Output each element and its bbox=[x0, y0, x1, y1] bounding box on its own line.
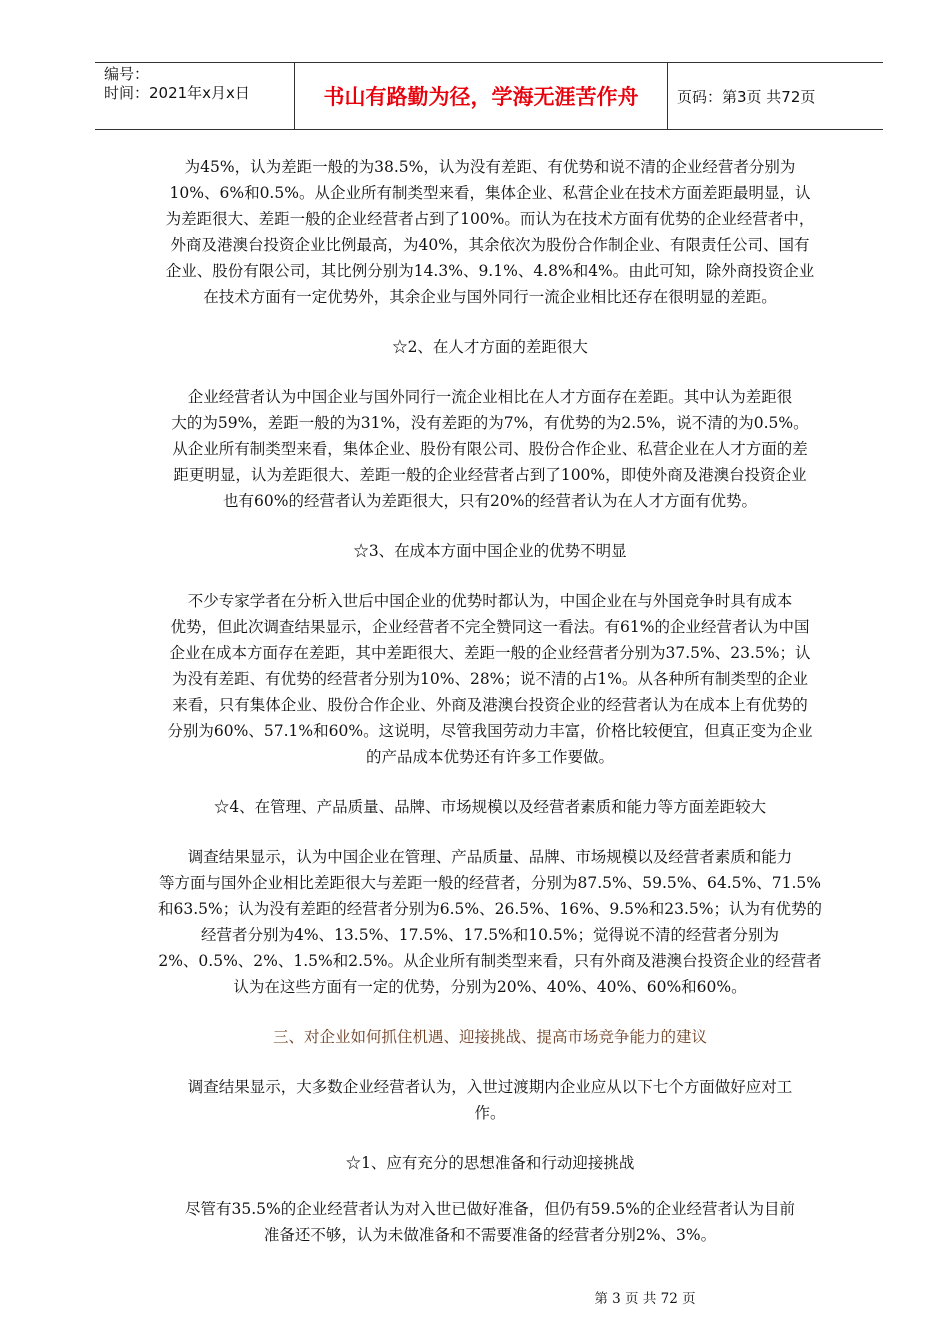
paragraph-talent-gap bbox=[140, 384, 840, 514]
text-line: 来看，只有集体企业、股份合作企业、外商及港澳台投资企业的经营者认为在成本上有优势的 bbox=[172, 696, 808, 714]
paragraph-preparation bbox=[140, 1196, 840, 1248]
text-line: 和63.5%；认为没有差距的经营者分别为6.5%、26.5%、16%、9.5%和23.5%；认为有优势的 bbox=[158, 900, 822, 918]
text-line: 分别为60%、57.1%和60%。这说明，尽管我国劳动力丰富，价格比较便宜，但真正变为企业 bbox=[167, 722, 813, 740]
text-line: 企业、股份有限公司，其比例分别为14.3%、9.1%、4.8%和4%。由此可知，除外商投资企业 bbox=[165, 262, 815, 280]
header-meta bbox=[95, 63, 295, 129]
text-line: 大的为59%，差距一般的为31%，没有差距的为7%，有优势的为2.5%，说不清的为0.5%。 bbox=[171, 414, 809, 432]
text-line: 企业经营者认为中国企业与国外同行一流企业相比在人才方面存在差距。其中认为差距很 bbox=[187, 388, 793, 406]
text-line: 尽管有35.5%的企业经营者认为对入世已做好准备，但仍有59.5%的企业经营者认为目前 bbox=[185, 1200, 795, 1218]
section-title-suggestions: 三、对企业如何抓住机遇、迎接挑战、提高市场竞争能力的建议 bbox=[272, 1028, 707, 1046]
header-page-info: 页码：第3页 共72页 bbox=[677, 87, 816, 106]
page-footer-number: 第 3 页 共 72 页 bbox=[594, 1291, 696, 1307]
text-line: 10%、6%和0.5%。从企业所有制类型来看，集体企业、私营企业在技术方面差距最明显，认 bbox=[169, 184, 811, 202]
text-line: 调查结果显示，大多数企业经营者认为，入世过渡期内企业应从以下七个方面做好应对工 bbox=[187, 1078, 793, 1096]
heading-management-gap: ☆4、在管理、产品质量、品牌、市场规模以及经营者素质和能力等方面差距较大 bbox=[213, 798, 767, 816]
text-line: 距更明显，认为差距很大、差距一般的企业经营者占到了100%，即使外商及港澳台投资企业 bbox=[173, 466, 807, 484]
text-line: 调查结果显示，认为中国企业在管理、产品质量、品牌、市场规模以及经营者素质和能力 bbox=[187, 848, 793, 866]
text-line: 也有60%的经营者认为差距很大，只有20%的经营者认为在人才方面有优势。 bbox=[223, 492, 757, 510]
paragraph-management-gap bbox=[140, 844, 840, 1000]
heading-cost-advantage: ☆3、在成本方面中国企业的优势不明显 bbox=[353, 542, 627, 560]
text-line: 的产品成本优势还有许多工作要做。 bbox=[365, 748, 614, 766]
text-line: 在技术方面有一定优势外，其余企业与国外同行一流企业相比还存在很明显的差距。 bbox=[203, 288, 777, 306]
paragraph-survey-result bbox=[140, 1074, 840, 1126]
text-line: 等方面与国外企业相比差距很大与差距一般的经营者，分别为87.5%、59.5%、64.5%、71.5% bbox=[159, 874, 821, 892]
paragraph-tech-gap bbox=[140, 154, 840, 310]
text-line: 优势，但此次调查结果显示，企业经营者不完全赞同这一看法。有61%的企业经营者认为中国 bbox=[170, 618, 810, 636]
text-line: 外商及港澳台投资企业比例最高，为40%，其余依次为股份合作制企业、有限责任公司、国有 bbox=[170, 236, 810, 254]
text-line: 不少专家学者在分析入世后中国企业的优势时都认为，中国企业在与外国竞争时具有成本 bbox=[187, 592, 793, 610]
paragraph-cost-advantage bbox=[140, 588, 840, 770]
text-line: 为差距很大、差距一般的企业经营者占到了100%。而认为在技术方面有优势的企业经营者中， bbox=[165, 210, 815, 228]
heading-talent-gap: ☆2、在人才方面的差距很大 bbox=[392, 338, 588, 356]
text-line: 作。 bbox=[474, 1104, 506, 1122]
text-line: 认为在这些方面有一定的优势，分别为20%、40%、40%、60%和60%。 bbox=[233, 978, 747, 996]
text-line: 为没有差距、有优势的经营者分别为10%、28%；说不清的占1%。从各种所有制类型的企业 bbox=[172, 670, 808, 688]
heading-preparation: ☆1、应有充分的思想准备和行动迎接挑战 bbox=[345, 1154, 635, 1172]
header-motto: 书山有路勤为径，学海无涯苦作舟 bbox=[295, 63, 668, 129]
text-line: 准备还不够，认为未做准备和不需要准备的经营者分别2%、3%。 bbox=[263, 1226, 717, 1244]
text-line: 为45%，认为差距一般的为38.5%，认为没有差距、有优势和说不清的企业经营者分别为 bbox=[184, 158, 796, 176]
text-line: 从企业所有制类型来看，集体企业、股份有限公司、股份合作企业、私营企业在人才方面的差 bbox=[172, 440, 808, 458]
serial-number-label: 编号： bbox=[104, 65, 150, 83]
document-body bbox=[140, 154, 840, 1248]
text-line: 经营者分别为4%、13.5%、17.5%、17.5%和10.5%；觉得说不清的经营者分别为 bbox=[200, 926, 780, 944]
page-header bbox=[95, 62, 883, 130]
text-line: 企业在成本方面存在差距，其中差距很大、差距一般的企业经营者分别为37.5%、23.5%；认 bbox=[169, 644, 811, 662]
time-label: 时间：2021年x月x日 bbox=[104, 84, 250, 102]
text-line: 2%、0.5%、2%、1.5%和2.5%。从企业所有制类型来看，只有外商及港澳台投资企业的经营者 bbox=[158, 952, 822, 970]
